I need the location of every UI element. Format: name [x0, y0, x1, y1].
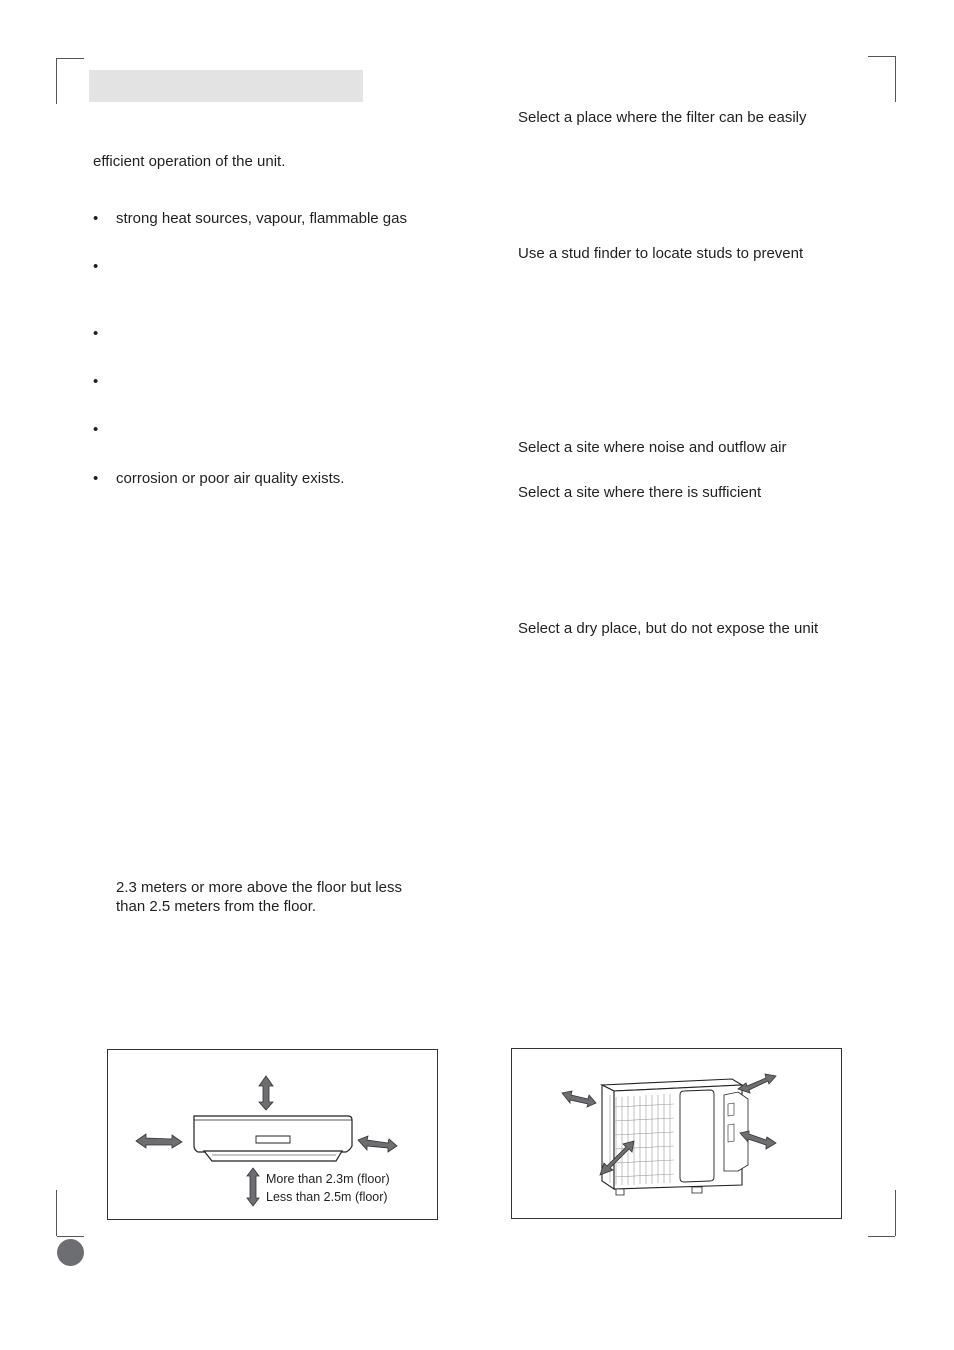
- bullet-marker: •: [93, 258, 99, 275]
- right-item-dry-place: Select a dry place, but do not expose the unit: [518, 620, 819, 637]
- clearance-arrow-rear-right: [738, 1074, 776, 1093]
- bullet-text: strong heat sources, vapour, flammable gas: [116, 210, 407, 227]
- clearance-arrow-top: [259, 1076, 273, 1110]
- right-item-noise: Select a site where noise and outflow air: [518, 439, 787, 456]
- height-note-line-1: 2.3 meters or more above the floor but less: [116, 879, 402, 896]
- indoor-unit-body: [194, 1116, 352, 1161]
- right-item-stud-finder: Use a stud finder to locate studs to prevent: [518, 245, 804, 262]
- right-item-sufficient: Select a site where there is sufficient: [518, 484, 762, 501]
- clearance-arrow-rear-left: [562, 1091, 596, 1107]
- outdoor-unit-diagram: [511, 1048, 842, 1219]
- intro-text: efficient operation of the unit.: [93, 153, 286, 170]
- crop-mark-bottom-left-v: [56, 1190, 57, 1236]
- bullet-marker: •: [93, 373, 99, 390]
- crop-mark-top-right-h: [868, 56, 895, 57]
- crop-mark-bottom-right-h: [868, 1236, 895, 1237]
- indoor-height-label-max: Less than 2.5m (floor): [266, 1190, 388, 1204]
- clearance-arrow-right: [358, 1136, 397, 1152]
- bullet-marker: •: [93, 325, 99, 342]
- crop-mark-bottom-left-h: [57, 1236, 84, 1237]
- height-note-line-2: than 2.5 meters from the floor.: [116, 898, 317, 915]
- right-item-filter: Select a place where the filter can be easily: [518, 109, 807, 126]
- crop-mark-bottom-right-v: [895, 1190, 896, 1236]
- clearance-arrow-left: [136, 1134, 182, 1148]
- bullet-text: corrosion or poor air quality exists.: [116, 470, 345, 487]
- section-title-bar: [89, 70, 363, 102]
- crop-mark-top-right-v: [895, 56, 896, 102]
- outdoor-unit-illustration: [512, 1049, 841, 1218]
- crop-mark-top-left-h: [57, 58, 84, 59]
- indoor-height-label-min: More than 2.3m (floor): [266, 1172, 390, 1186]
- page-number-badge: [57, 1239, 84, 1266]
- crop-mark-top-left-v: [56, 58, 57, 104]
- outdoor-unit-body: [602, 1079, 748, 1195]
- bullet-marker: •: [93, 210, 99, 227]
- clearance-arrow-bottom: [247, 1168, 259, 1206]
- bullet-marker: •: [93, 421, 99, 438]
- indoor-unit-diagram: [107, 1049, 438, 1220]
- bullet-marker: •: [93, 470, 99, 487]
